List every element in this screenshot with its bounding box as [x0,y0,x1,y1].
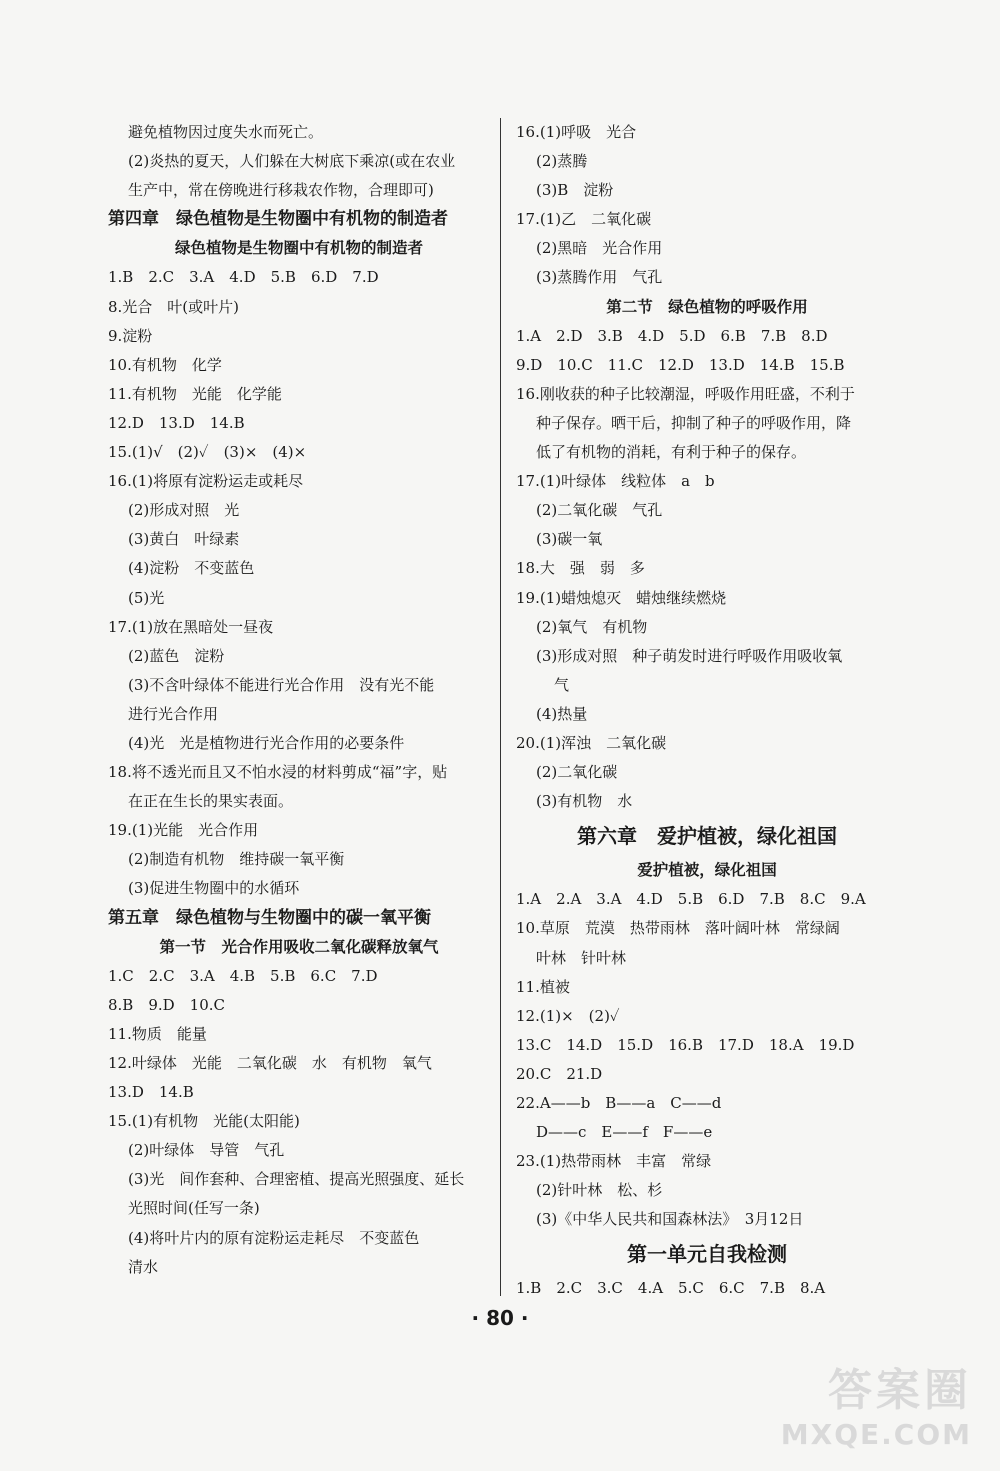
answer-line: 1.A 2.D 3.B 4.D 5.D 6.B 7.B 8.D [516,326,828,345]
answer-line: D——c E——f F——e [536,1123,713,1142]
watermark-line2: MXQE.COM [780,1418,972,1451]
answer-line: 13.C 14.D 15.D 16.B 17.D 18.A 19.D [516,1035,855,1054]
answer-line: (2)二氧化碳 气孔 [536,501,663,520]
chapter-heading: 第六章 爱护植被，绿化祖国 [577,824,837,849]
answer-line: 22.A——b B——a C——d [516,1094,722,1112]
answer-line: 1.A 2.A 3.A 4.D 5.B 6.D 7.B 8.C 9.A [516,890,866,909]
answer-line: 1.B 2.C 3.A 4.D 5.B 6.D 7.D [108,268,379,287]
answer-line: (2)氧气 有机物 [536,617,648,636]
answer-line: 15.(1)有机物 光能(太阳能) [108,1112,300,1131]
answer-line: 12.叶绿体 光能 二氧化碳 水 有机物 氧气 [108,1054,432,1072]
watermark-logo [781,1354,972,1451]
answer-line: (5)光 [128,588,165,607]
answer-line: 17.(1)叶绿体 线粒体 a b [516,472,715,491]
answer-line: 12.(1)× (2)✓ [516,1006,620,1025]
section-heading: 爱护植被，绿化祖国 [637,861,777,880]
section-heading: 第二节 绿色植物的呼吸作用 [606,297,808,316]
answer-line: 17.(1)放在黑暗处一昼夜 [108,617,274,636]
answer-line: (3)B 淀粉 [536,181,614,200]
answer-line: 18.将不透光而且又不怕水浸的材料剪成“福”字，贴 [108,763,448,782]
left-column [108,118,490,1282]
answer-line: 8.B 9.D 10.C [108,995,226,1014]
answer-line: (2)炎热的夏天，人们躲在大树底下乘凉(或在农业 [128,152,456,171]
answer-line: (3)光 间作套种、合理密植、提高光照强度、延长 [128,1170,465,1189]
answer-line: 8.光合 叶(或叶片) [108,297,240,316]
answer-line: (3)形成对照 种子萌发时进行呼吸作用吸收氧 [536,646,843,665]
answer-line: 9.淀粉 [108,326,153,345]
answer-line: 15.(1)√ (2)✓ (3)× (4)× [108,443,307,462]
answer-line: 11.有机物 光能 化学能 [108,384,282,403]
chapter-heading: 第四章 绿色植物是生物圈中有机物的制造者 [108,209,448,230]
answer-line: (4)淀粉 不变蓝色 [128,559,255,578]
answer-line: (2)黑暗 光合作用 [536,239,663,258]
answer-line: (3)《中华人民共和国森林法》 3月12日 [536,1210,804,1229]
answer-line: (3)黄白 叶绿素 [128,530,240,549]
right-column [516,118,898,1304]
unit-heading: 第一单元自我检测 [627,1242,787,1267]
answer-line: (4)将叶片内的原有淀粉运走耗尽 不变蓝色 [128,1228,420,1247]
answer-line: (2)形成对照 光 [128,501,240,520]
answer-line: 17.(1)乙 二氧化碳 [516,210,652,229]
answer-line: (2)蒸腾 [536,152,588,171]
section-heading: 第一节 光合作用吸收二氧化碳释放氧气 [159,937,439,956]
page-number: · 80 · [471,1306,529,1330]
answer-line: 13.D 14.B [108,1083,194,1102]
section-heading: 绿色植物是生物圈中有机物的制造者 [174,239,423,258]
answer-line: 20.(1)浑浊 二氧化碳 [516,733,667,752]
column-divider [500,118,501,1296]
answer-line: (4)热量 [536,704,588,723]
answer-line: 20.C 21.D [516,1064,603,1083]
answer-line: 11.物质 能量 [108,1024,207,1043]
chapter-heading: 第五章 绿色植物与生物圈中的碳一氧平衡 [108,907,431,928]
answer-line: 23.(1)热带雨林 丰富 常绿 [516,1152,712,1171]
watermark-line1: 答案圈 [828,1365,972,1416]
answer-line: 生产中，常在傍晚进行移栽农作物，合理即可) [128,181,434,200]
answer-line: 16.(1)将原有淀粉运走或耗尽 [108,472,304,491]
answer-line: 低了有机物的消耗，有利于种子的保存。 [536,443,807,462]
answer-line: 在正在生长的果实表面。 [128,792,294,811]
answer-line: (2)制造有机物 维持碳一氧平衡 [128,850,345,869]
answer-line: 18.大 强 弱 多 [516,559,645,578]
answer-line: 12.D 13.D 14.B [108,413,245,432]
answer-line: 避免植物因过度失水而死亡。 [128,123,324,141]
answer-line: 光照时间(任写一条) [128,1199,260,1218]
answer-line: 19.(1)蜡烛熄灭 蜡烛继续燃烧 [516,588,727,607]
answer-line: (4)光 光是植物进行光合作用的必要条件 [128,733,405,752]
answer-line: 16.刚收获的种子比较潮湿，呼吸作用旺盛，不利于 [516,384,855,403]
answer-line: 叶林 针叶林 [536,948,627,967]
answer-line: 气 [554,675,570,694]
answer-line: (2)蓝色 淀粉 [128,646,225,665]
answer-line: (2)二氧化碳 [536,763,618,782]
answer-line: (2)针叶林 松、杉 [536,1181,663,1200]
answer-line: (3)有机物 水 [536,792,633,811]
answer-line: 种子保存。晒干后，抑制了种子的呼吸作用，降 [536,413,852,432]
answer-line: (3)碳一氧 [536,530,603,549]
answer-line: 10.草原 荒漠 热带雨林 落叶阔叶林 常绿阔 [516,919,840,938]
answer-line: 19.(1)光能 光合作用 [108,821,259,840]
answer-line: 清水 [128,1257,159,1276]
answer-line: (3)促进生物圈中的水循环 [128,879,300,898]
answer-line: 11.植被 [516,977,570,996]
answer-line: 进行光合作用 [128,704,219,723]
answer-line: (3)不含叶绿体不能进行光合作用 没有光不能 [128,675,435,694]
answer-line: (3)蒸腾作用 气孔 [536,268,663,287]
answer-line: 9.D 10.C 11.C 12.D 13.D 14.B 15.B [516,355,845,374]
answer-line: 16.(1)呼吸 光合 [516,123,637,141]
answer-line: (2)叶绿体 导管 气孔 [128,1141,285,1160]
answer-line: 10.有机物 化学 [108,355,222,374]
answer-line: 1.C 2.C 3.A 4.B 5.B 6.C 7.D [108,966,378,985]
answer-line: 1.B 2.C 3.C 4.A 5.C 6.C 7.B 8.A [516,1279,826,1298]
